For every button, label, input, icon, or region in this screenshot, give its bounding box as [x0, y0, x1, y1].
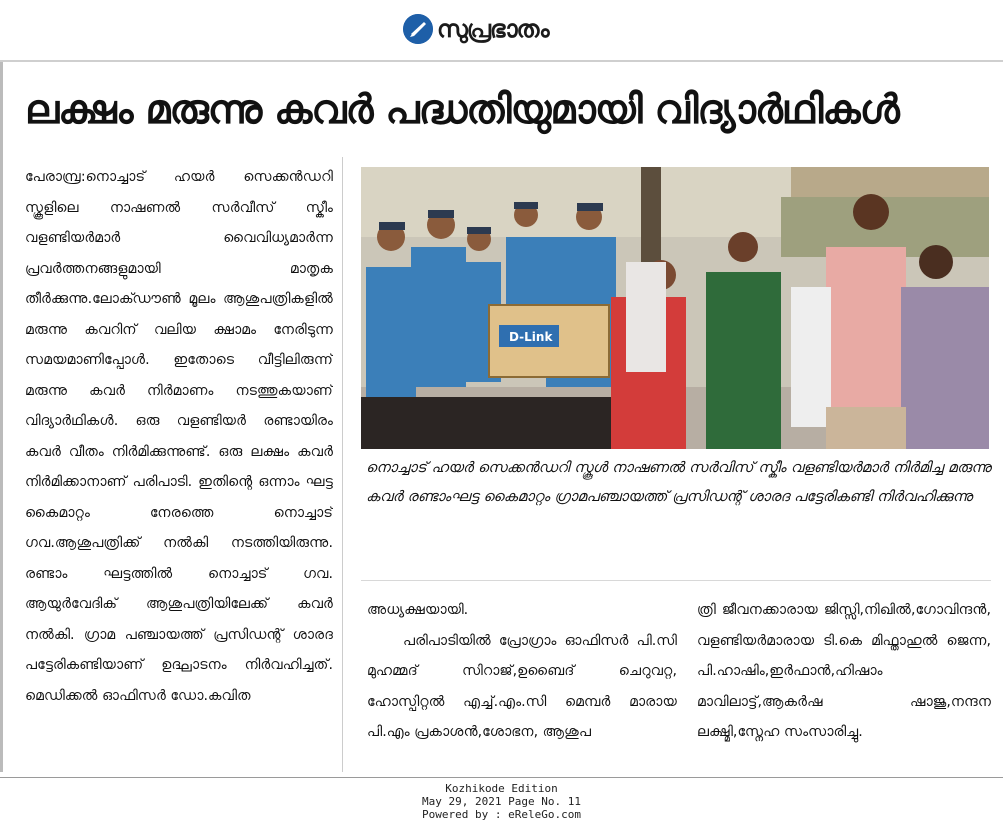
article-body-left: പേരാമ്പ്ര:നൊച്ചാട് ഹയർ സെക്കൻഡറി സ്കൂളിലെ നാഷണൽ സർവീസ് സ്കീം വളണ്ടിയർമാർ വൈവിധ്യമാർന്ന പ്രവർത്തനങ്ങളുമായി മാതൃക തീർക്കുന്നു.ലോക്ഡൗൺ മൂലം ആശുപത്രികളിൽ മരുന്നു കവറിന് വലിയ ക്ഷാമം നേരിടുന്ന സമയമാണിപ്പോൾ. ഇതോടെ വീട്ടിലിരുന്ന് മരുന്നു കവർ നിർമാണം നടത്തുകയാണ് വിദ്യാർഥികൾ. ഒരു വളണ്ടിയർ രണ്ടായിരം കവർ വീതം നിർമിക്കുന്നുണ്ട്. ഒരു ലക്ഷം കവർ നിർമിക്കാനാണ് പരിപാടി. ഇതിന്റെ ഒന്നാം ഘട്ട കൈമാറ്റം നേരത്തെ നൊച്ചാട് ഗവ.ആശുപത്രിക്ക് നൽകി നടത്തിയിരുന്നു. രണ്ടാം ഘട്ടത്തിൽ നൊച്ചാട് ഗവ. ആയുർവേദിക് ആശുപത്രിയിലേക്ക് കവർ നൽകി. ഗ്രാമ പഞ്ചായത്ത് പ്രസിഡന്റ് ശാരദ പട്ടേരികണ്ടിയാണ് ഉദ്ഘാടനം നിർവഹിച്ചത്. മെഡിക്കൽ ഓഫിസർ ഡോ.കവിത [25, 169, 333, 704]
newspaper-title: സുപ്രഭാതം [437, 15, 549, 43]
article-headline: ലക്ഷം മരുന്നു കവർ പദ്ധതിയുമായി വിദ്യാർഥികൾ [25, 87, 899, 133]
caption-divider [361, 580, 991, 581]
article-photo[interactable] [361, 167, 989, 449]
box-label: D-Link [509, 330, 553, 344]
date-page-label: May 29, 2021 Page No. 11 [422, 795, 581, 808]
article-column-left [25, 162, 333, 772]
powered-by-link[interactable]: Powered by : eReleGo.com [422, 808, 581, 821]
masthead [0, 0, 1003, 62]
article-body-middle: പരിപാടിയിൽ പ്രോഗ്രാം ഓഫിസർ പി.സി മുഹമ്മദ് സിറാജ്,ഉബൈദ് ചെറുവറ്റ, ഹോസ്പിറ്റൽ എച്ച്.എം.സി മെമ്പർ മാരായ പി.എം പ്രകാശൻ,ശോഭന, ആശുപ [367, 632, 677, 740]
photo-illustration [361, 167, 989, 449]
article-body-middle-first: അധ്യക്ഷയായി. [367, 602, 469, 618]
pen-circle-logo-icon [403, 14, 433, 44]
photo-caption: നൊച്ചാട് ഹയർ സെക്കൻഡറി സ്കൂൾ നാഷണൽ സർവിസ് സ്കീം വളണ്ടിയർമാർ നിർമിച്ച മരുന്നു കവർ രണ്ടാംഘട്ട കൈമാറ്റം ഗ്രാമപഞ്ചായത്ത് പ്രസിഡന്റ് ശാരദ പട്ടേരികണ്ടി നിർവഹിക്കുന്നു [366, 460, 991, 505]
edition-label: Kozhikode Edition [445, 782, 558, 795]
article-column-right [697, 595, 991, 775]
column-divider [342, 157, 343, 772]
page-footer [0, 777, 1003, 827]
article-page [0, 62, 1003, 772]
article-column-middle [367, 595, 677, 775]
newspaper-logo[interactable] [403, 14, 549, 44]
article-body-right: ത്രി ജീവനക്കാരായ ജിസ്സി,നിഖിൽ,ഗോവിന്ദൻ, വളണ്ടിയർമാരായ ടി.കെ മിഫ്താഹുൽ ജെന്ന, പി.ഹാഷിം,ഇർഫാൻ,ഹിഷാം മാവിലാട്ട്,ആകർഷ ഷാജു,നന്ദന ലക്ഷ്മി,സ്നേഹ സംസാരിച്ചു. [697, 602, 991, 740]
